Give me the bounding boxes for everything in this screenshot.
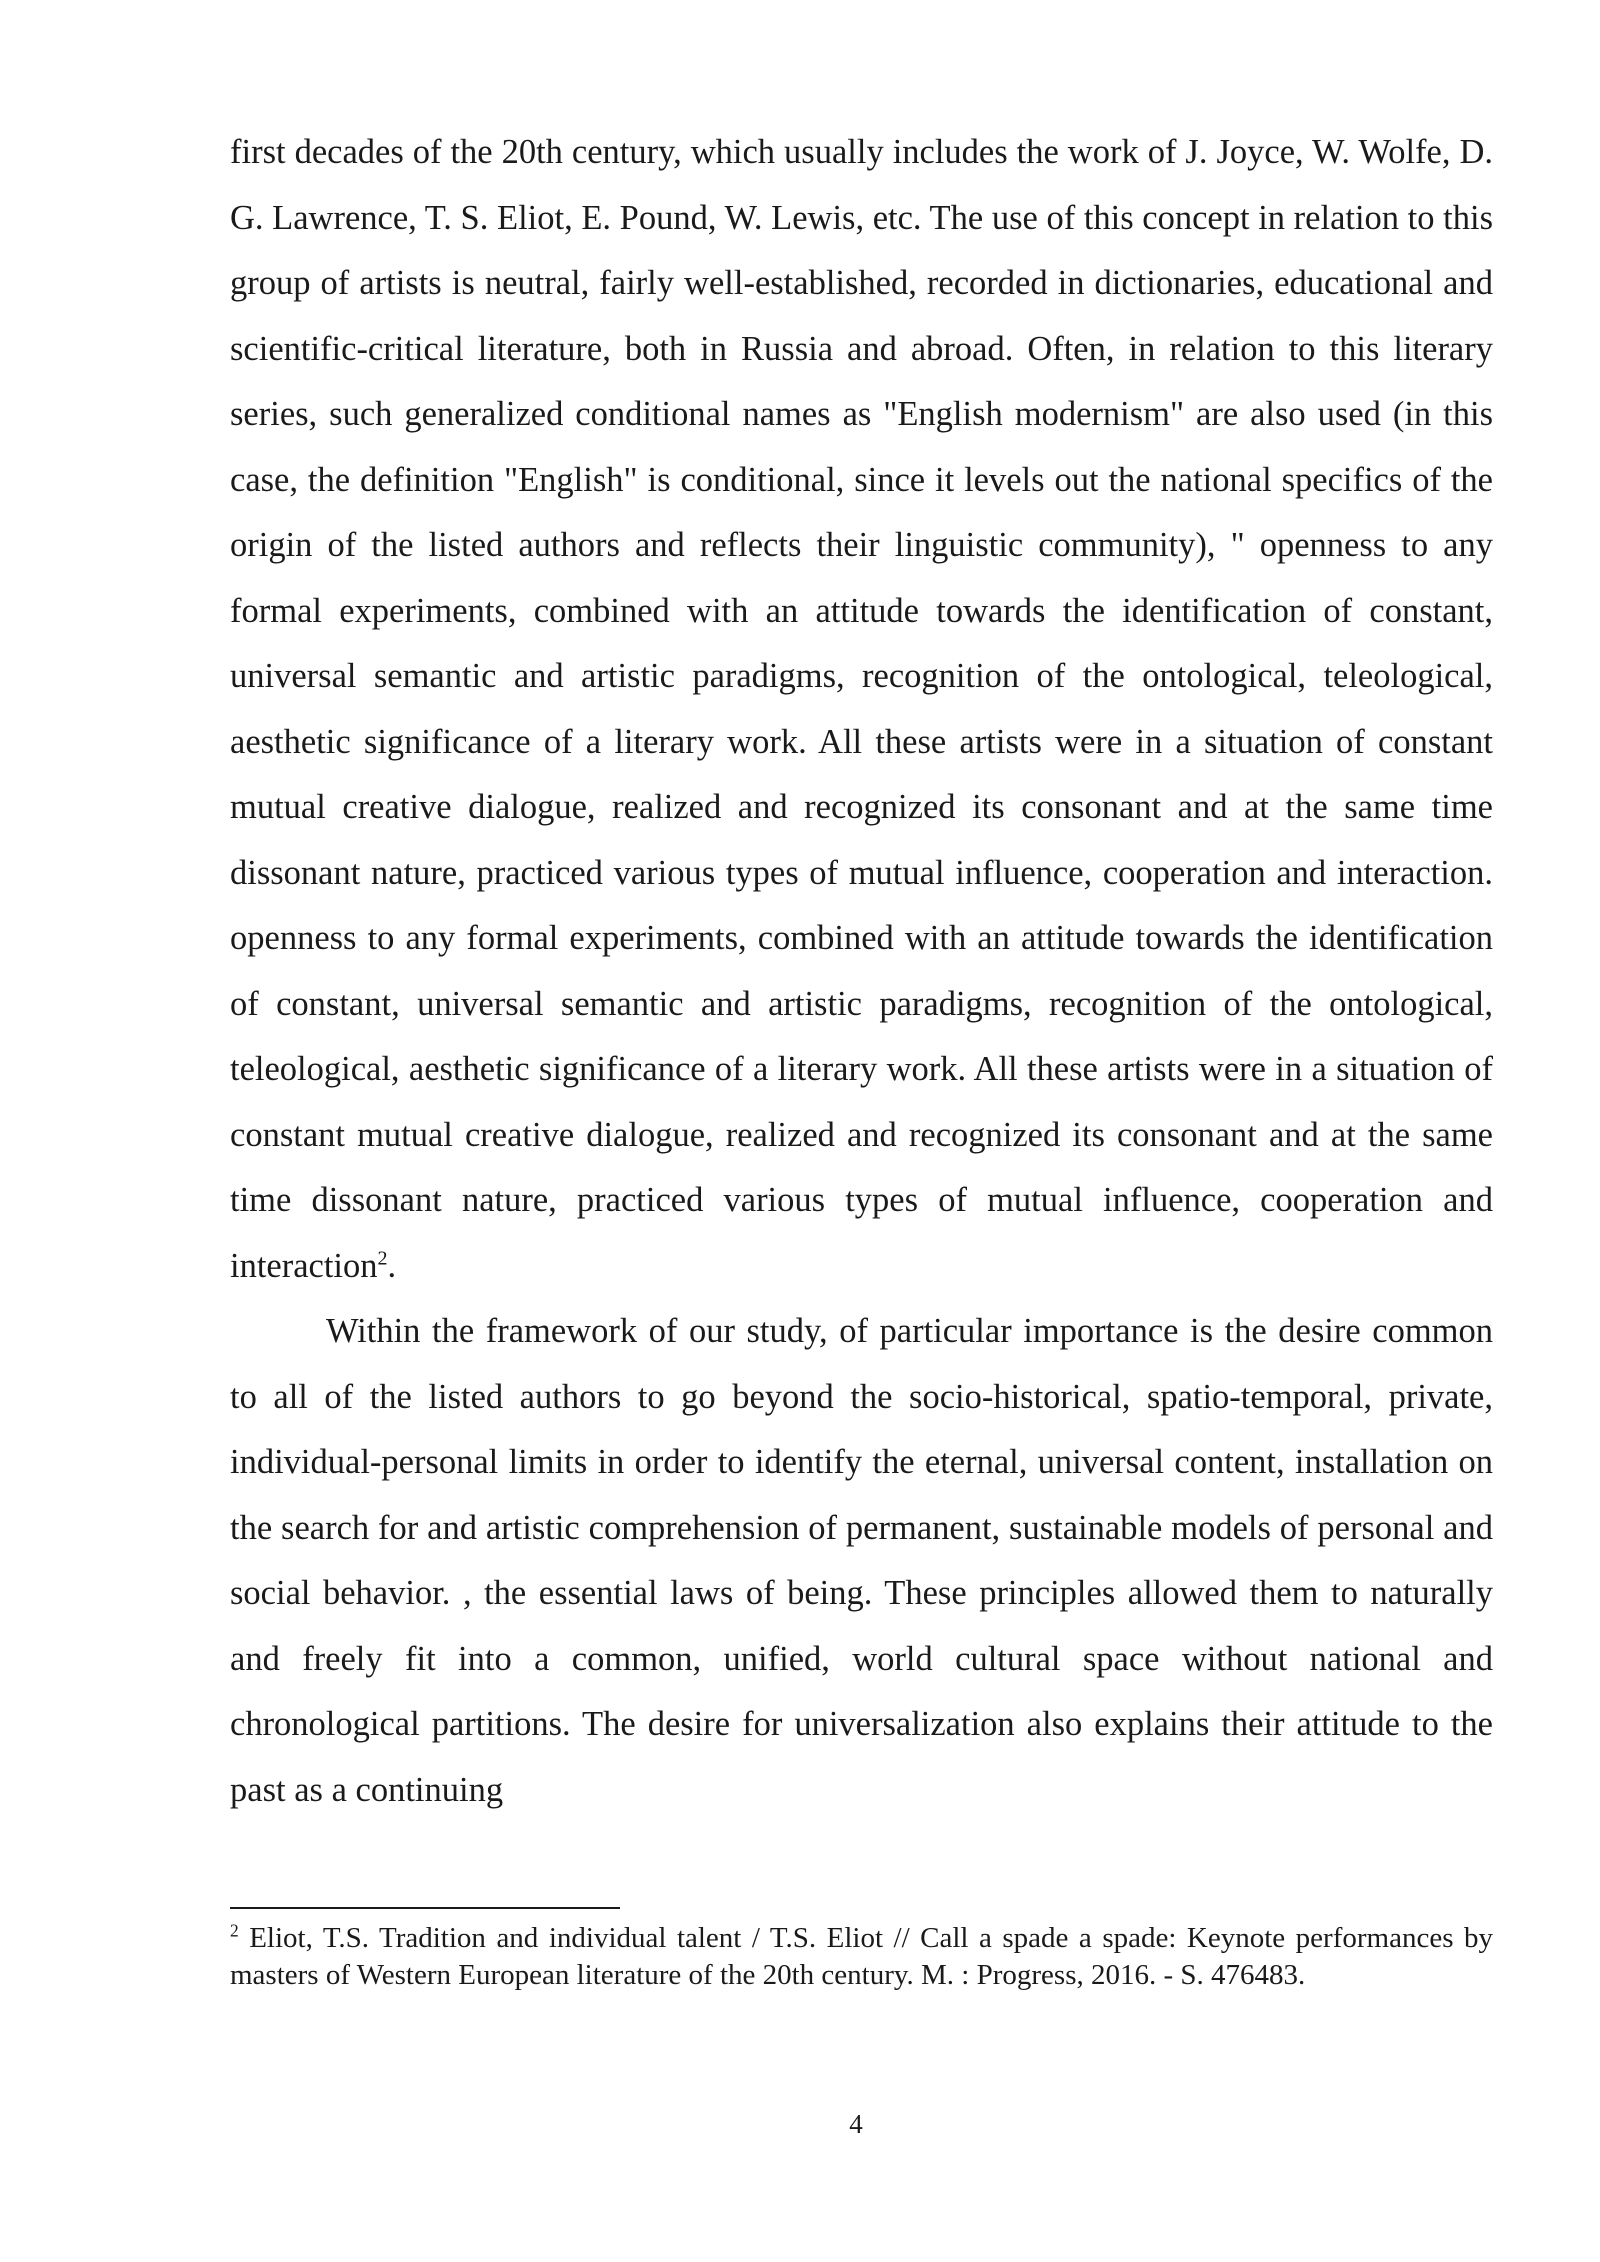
- paragraph-text: Within the framework of our study, of particular importance is the desire common to all of the listed authors to go beyond the socio-historical, spatio-temporal, private, individual-personal limits in order to identify the eternal, universal content, installation on the search for and artistic comprehension of permanent, sustainable models of personal and social behavior. , the essential laws of being. These principles allowed them to naturally and freely fit into a common, unified, world cultural space without national and chronological partitions. The desire for universalization also explains their attitude to the past as a continuing: [230, 1312, 1493, 1809]
- footnote-text: Eliot, T.S. Tradition and individual talent / T.S. Eliot // Call a spade a spade: Keynote performances by masters of Western European literature of the 20th century. M. : Progress, 2016. - S. 476483.: [230, 1922, 1493, 1991]
- paragraph-end: .: [387, 1246, 397, 1285]
- page-number: 4: [849, 2109, 863, 2139]
- paragraph-text: first decades of the 20th century, which usually includes the work of J. Joyce, W. Wolfe, D. G. Lawrence, T. S. Eliot, E. Pound, W. Lewis, etc. The use of this concept in relation to this group of artists is neutral, fairly well-established, recorded in dictionaries, educational and scientific-critical literature, both in Russia and abroad. Often, in relation to this literary series, such generalized conditional names as "English modernism" are also used (in this case, the definition "English" is conditional, since it levels out the national specifics of the origin of the listed authors and reflects their linguistic community), " openness to any formal experiments, combined with an attitude towards the identification of constant, universal semantic and artistic paradigms, recognition of the ontological, teleological, aesthetic significance of a literary work. All these artists were in a situation of constant mutual creative dialogue, realized and recognized its consonant and at the same time dissonant nature, practiced various types of mutual influence, cooperation and interaction. openness to any formal experiments, combined with an attitude towards the identification of constant, universal semantic and artistic paradigms, recognition of the ontological, teleological, aesthetic significance of a literary work. All these artists were in a situation of constant mutual creative dialogue, realized and recognized its consonant and at the same time dissonant nature, practiced various types of mutual influence, cooperation and interaction: [230, 133, 1493, 1285]
- footnote-separator: [230, 1907, 620, 1909]
- footnote-number: 2: [230, 1920, 239, 1941]
- footnote: [230, 1920, 1493, 1994]
- footnote-reference[interactable]: 2: [377, 1247, 388, 1269]
- paragraph: [230, 120, 1493, 1299]
- paragraph: [230, 1299, 1493, 1823]
- main-text: [230, 120, 1493, 1823]
